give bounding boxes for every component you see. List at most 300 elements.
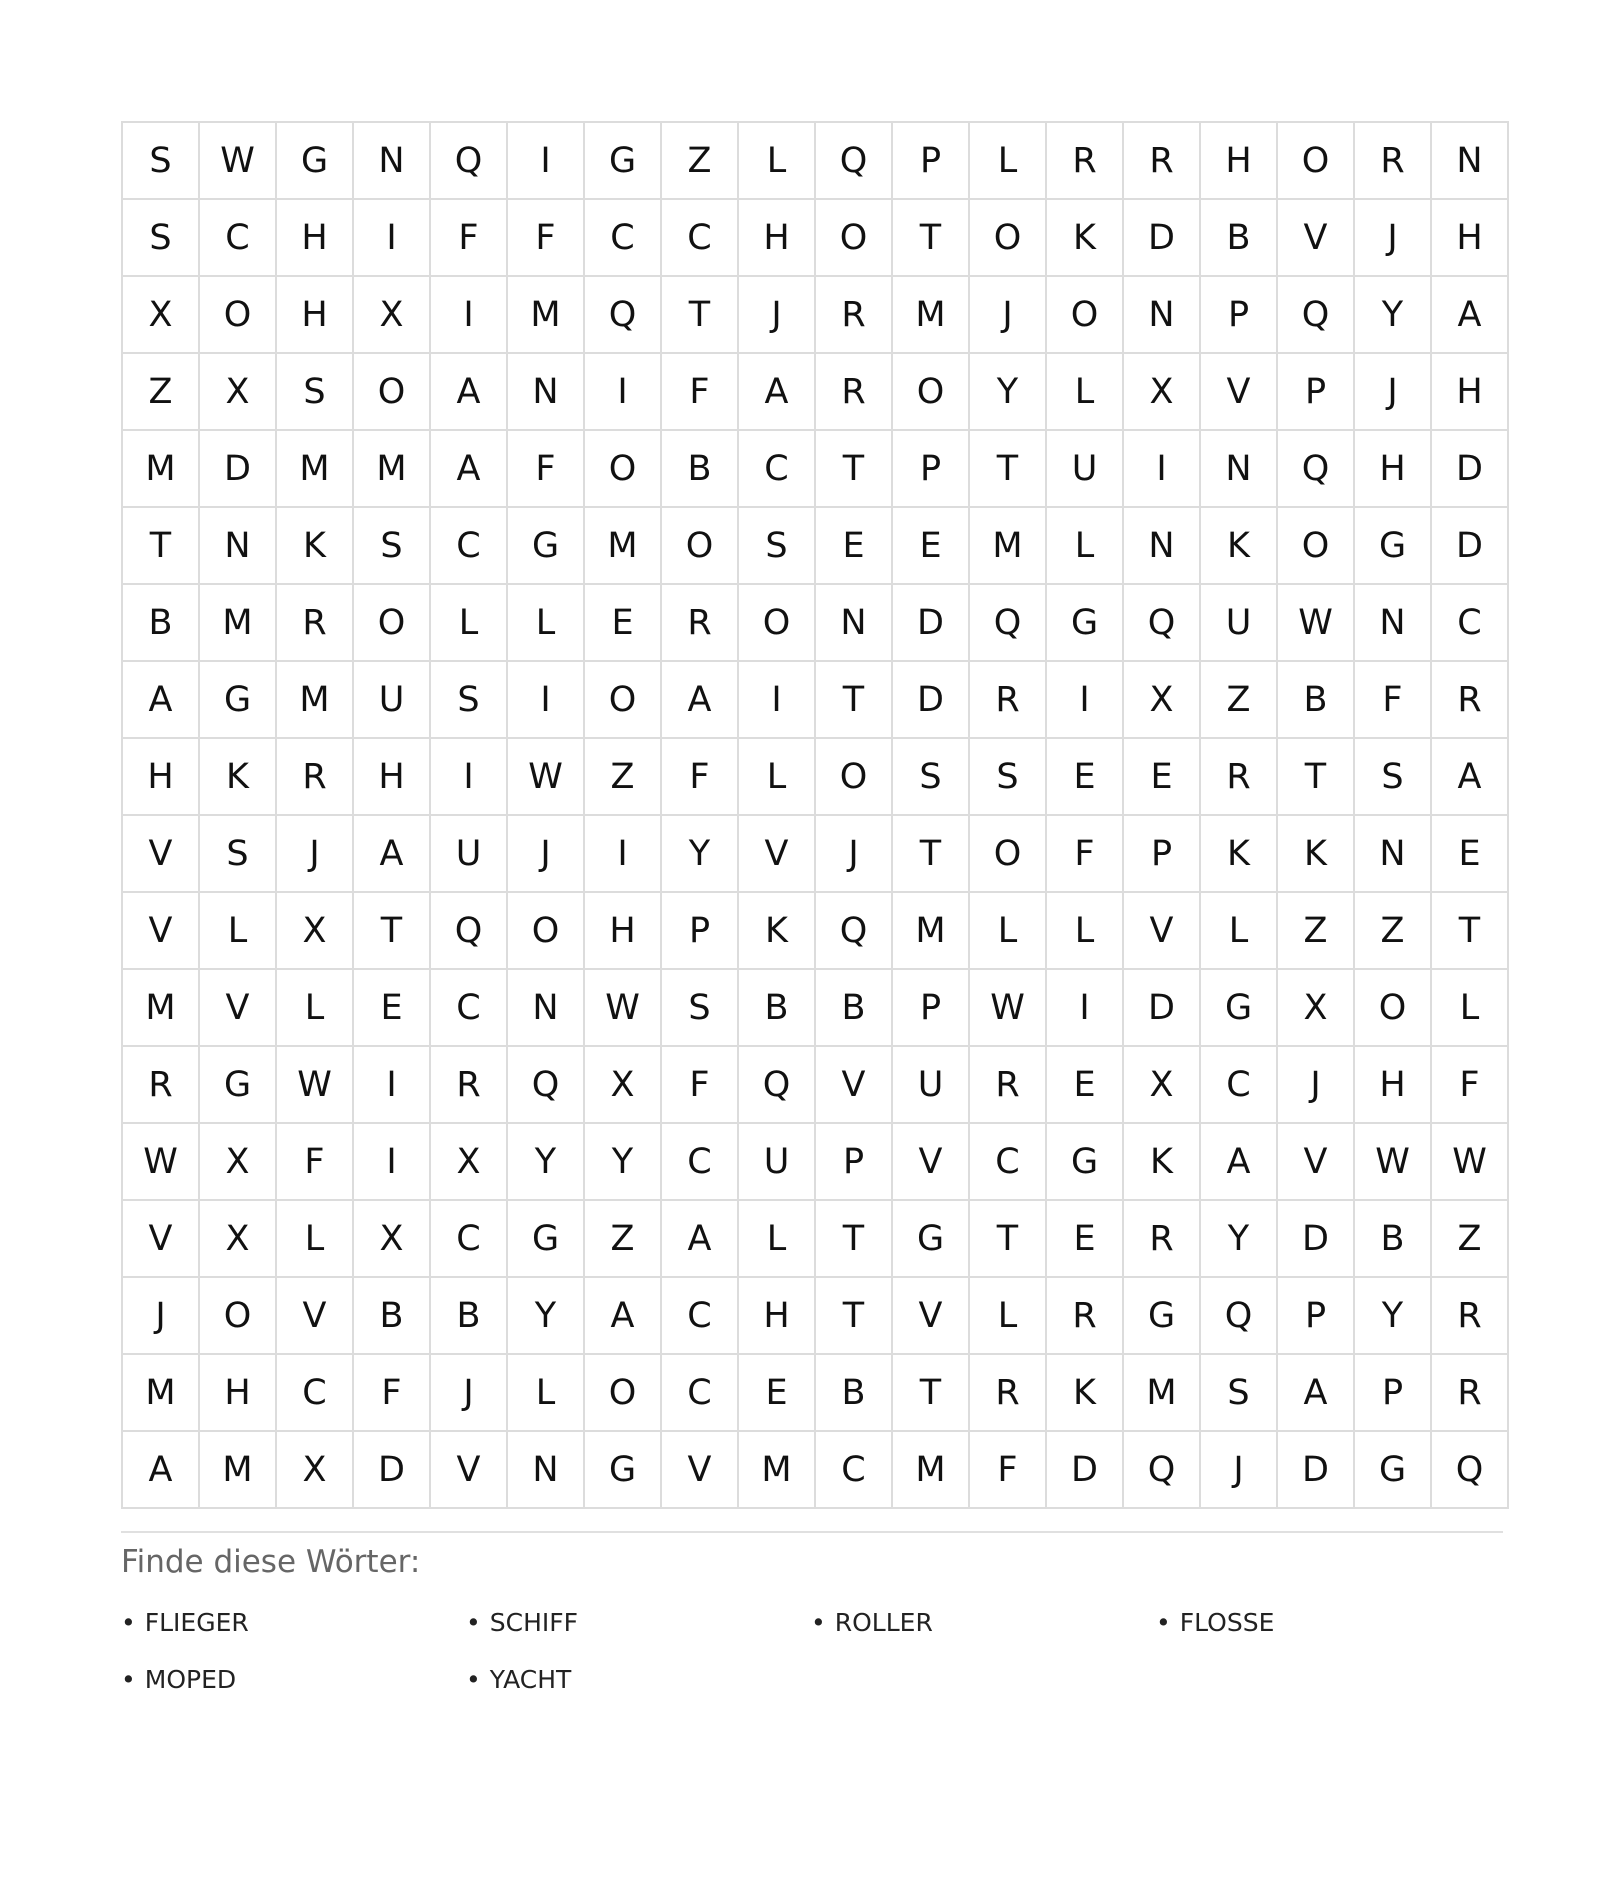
grid-cell[interactable]: C <box>816 1432 893 1509</box>
grid-cell[interactable]: C <box>662 1278 739 1355</box>
grid-cell[interactable]: L <box>431 585 508 662</box>
grid-cell[interactable]: Q <box>508 1047 585 1124</box>
grid-cell[interactable]: G <box>893 1201 970 1278</box>
grid-cell[interactable]: F <box>508 200 585 277</box>
grid-cell[interactable]: L <box>200 893 277 970</box>
grid-cell[interactable]: O <box>200 1278 277 1355</box>
grid-cell[interactable]: H <box>1432 200 1509 277</box>
grid-cell[interactable]: C <box>662 1355 739 1432</box>
grid-cell[interactable]: X <box>277 1432 354 1509</box>
grid-cell[interactable]: S <box>662 970 739 1047</box>
grid-cell[interactable]: X <box>123 277 200 354</box>
grid-cell[interactable]: M <box>123 1355 200 1432</box>
grid-cell[interactable]: W <box>123 1124 200 1201</box>
grid-cell[interactable]: G <box>1355 508 1432 585</box>
grid-cell[interactable]: N <box>508 970 585 1047</box>
grid-cell[interactable]: T <box>970 1201 1047 1278</box>
grid-cell[interactable]: R <box>816 354 893 431</box>
grid-cell[interactable]: A <box>1432 739 1509 816</box>
grid-cell[interactable]: I <box>1047 970 1124 1047</box>
grid-cell[interactable]: I <box>354 1124 431 1201</box>
grid-cell[interactable]: M <box>277 662 354 739</box>
grid-cell[interactable]: V <box>123 1201 200 1278</box>
grid-cell[interactable]: W <box>970 970 1047 1047</box>
grid-cell[interactable]: P <box>893 970 970 1047</box>
grid-cell[interactable]: S <box>970 739 1047 816</box>
grid-cell[interactable]: A <box>354 816 431 893</box>
grid-cell[interactable]: M <box>123 970 200 1047</box>
grid-cell[interactable]: K <box>1278 816 1355 893</box>
grid-cell[interactable]: E <box>893 508 970 585</box>
grid-cell[interactable]: B <box>816 970 893 1047</box>
grid-cell[interactable]: N <box>1124 508 1201 585</box>
grid-cell[interactable]: A <box>123 662 200 739</box>
grid-cell[interactable]: Z <box>123 354 200 431</box>
grid-cell[interactable]: W <box>1278 585 1355 662</box>
grid-cell[interactable]: M <box>893 893 970 970</box>
grid-cell[interactable]: U <box>893 1047 970 1124</box>
grid-cell[interactable]: Q <box>1201 1278 1278 1355</box>
grid-cell[interactable]: B <box>354 1278 431 1355</box>
grid-cell[interactable]: Z <box>1432 1201 1509 1278</box>
grid-cell[interactable]: O <box>585 1355 662 1432</box>
grid-cell[interactable]: H <box>277 200 354 277</box>
grid-cell[interactable]: A <box>1278 1355 1355 1432</box>
grid-cell[interactable]: Y <box>585 1124 662 1201</box>
grid-cell[interactable]: I <box>1124 431 1201 508</box>
grid-cell[interactable]: L <box>277 970 354 1047</box>
grid-cell[interactable]: B <box>816 1355 893 1432</box>
grid-cell[interactable]: T <box>1278 739 1355 816</box>
grid-cell[interactable]: N <box>1124 277 1201 354</box>
grid-cell[interactable]: B <box>662 431 739 508</box>
grid-cell[interactable]: E <box>1124 739 1201 816</box>
grid-cell[interactable]: K <box>1201 816 1278 893</box>
grid-cell[interactable]: L <box>970 893 1047 970</box>
grid-cell[interactable]: J <box>970 277 1047 354</box>
grid-cell[interactable]: J <box>431 1355 508 1432</box>
grid-cell[interactable]: T <box>816 1278 893 1355</box>
grid-cell[interactable]: X <box>354 277 431 354</box>
grid-cell[interactable]: X <box>200 1124 277 1201</box>
grid-cell[interactable]: X <box>1278 970 1355 1047</box>
grid-cell[interactable]: R <box>1124 123 1201 200</box>
grid-cell[interactable]: T <box>970 431 1047 508</box>
grid-cell[interactable]: K <box>1201 508 1278 585</box>
grid-cell[interactable]: R <box>970 1355 1047 1432</box>
grid-cell[interactable]: N <box>354 123 431 200</box>
grid-cell[interactable]: T <box>1432 893 1509 970</box>
grid-cell[interactable]: Q <box>1432 1432 1509 1509</box>
grid-cell[interactable]: S <box>123 123 200 200</box>
grid-cell[interactable]: I <box>508 123 585 200</box>
grid-cell[interactable]: T <box>816 1201 893 1278</box>
grid-cell[interactable]: X <box>277 893 354 970</box>
grid-cell[interactable]: T <box>893 200 970 277</box>
grid-cell[interactable]: D <box>200 431 277 508</box>
grid-cell[interactable]: B <box>1355 1201 1432 1278</box>
grid-cell[interactable]: R <box>1432 1278 1509 1355</box>
grid-cell[interactable]: F <box>431 200 508 277</box>
grid-cell[interactable]: F <box>1047 816 1124 893</box>
grid-cell[interactable]: M <box>200 1432 277 1509</box>
grid-cell[interactable]: Z <box>662 123 739 200</box>
grid-cell[interactable]: V <box>123 893 200 970</box>
grid-cell[interactable]: A <box>585 1278 662 1355</box>
grid-cell[interactable]: C <box>739 431 816 508</box>
grid-cell[interactable]: K <box>1047 1355 1124 1432</box>
grid-cell[interactable]: M <box>893 1432 970 1509</box>
grid-cell[interactable]: G <box>585 1432 662 1509</box>
grid-cell[interactable]: D <box>1047 1432 1124 1509</box>
grid-cell[interactable]: Q <box>739 1047 816 1124</box>
grid-cell[interactable]: O <box>508 893 585 970</box>
grid-cell[interactable]: Z <box>1201 662 1278 739</box>
grid-cell[interactable]: H <box>123 739 200 816</box>
grid-cell[interactable]: O <box>662 508 739 585</box>
grid-cell[interactable]: V <box>277 1278 354 1355</box>
grid-cell[interactable]: X <box>431 1124 508 1201</box>
grid-cell[interactable]: N <box>508 1432 585 1509</box>
grid-cell[interactable]: V <box>816 1047 893 1124</box>
grid-cell[interactable]: Q <box>1124 1432 1201 1509</box>
grid-cell[interactable]: H <box>739 1278 816 1355</box>
grid-cell[interactable]: D <box>1432 508 1509 585</box>
grid-cell[interactable]: M <box>123 431 200 508</box>
grid-cell[interactable]: M <box>277 431 354 508</box>
grid-cell[interactable]: Y <box>1201 1201 1278 1278</box>
grid-cell[interactable]: E <box>354 970 431 1047</box>
grid-cell[interactable]: X <box>200 354 277 431</box>
grid-cell[interactable]: O <box>1047 277 1124 354</box>
grid-cell[interactable]: E <box>816 508 893 585</box>
grid-cell[interactable]: C <box>1201 1047 1278 1124</box>
grid-cell[interactable]: W <box>1432 1124 1509 1201</box>
grid-cell[interactable]: R <box>1432 1355 1509 1432</box>
grid-cell[interactable]: U <box>739 1124 816 1201</box>
grid-cell[interactable]: G <box>508 508 585 585</box>
grid-cell[interactable]: N <box>1432 123 1509 200</box>
grid-cell[interactable]: L <box>508 1355 585 1432</box>
grid-cell[interactable]: D <box>893 585 970 662</box>
grid-cell[interactable]: O <box>970 200 1047 277</box>
grid-cell[interactable]: Q <box>1124 585 1201 662</box>
grid-cell[interactable]: T <box>893 1355 970 1432</box>
grid-cell[interactable]: S <box>1201 1355 1278 1432</box>
grid-cell[interactable]: D <box>354 1432 431 1509</box>
grid-cell[interactable]: K <box>277 508 354 585</box>
grid-cell[interactable]: P <box>1355 1355 1432 1432</box>
grid-cell[interactable]: C <box>277 1355 354 1432</box>
grid-cell[interactable]: L <box>739 739 816 816</box>
grid-cell[interactable]: J <box>739 277 816 354</box>
grid-cell[interactable]: R <box>662 585 739 662</box>
grid-cell[interactable]: N <box>1355 816 1432 893</box>
grid-cell[interactable]: J <box>277 816 354 893</box>
grid-cell[interactable]: F <box>1432 1047 1509 1124</box>
grid-cell[interactable]: I <box>739 662 816 739</box>
grid-cell[interactable]: U <box>1047 431 1124 508</box>
grid-cell[interactable]: R <box>1047 1278 1124 1355</box>
grid-cell[interactable]: C <box>431 1201 508 1278</box>
grid-cell[interactable]: S <box>893 739 970 816</box>
grid-cell[interactable]: R <box>1432 662 1509 739</box>
grid-cell[interactable]: O <box>1355 970 1432 1047</box>
grid-cell[interactable]: C <box>431 508 508 585</box>
grid-cell[interactable]: Y <box>508 1124 585 1201</box>
grid-cell[interactable]: U <box>354 662 431 739</box>
grid-cell[interactable]: G <box>1355 1432 1432 1509</box>
grid-cell[interactable]: V <box>1124 893 1201 970</box>
grid-cell[interactable]: A <box>662 1201 739 1278</box>
grid-cell[interactable]: T <box>123 508 200 585</box>
grid-cell[interactable]: H <box>277 277 354 354</box>
grid-cell[interactable]: A <box>431 354 508 431</box>
grid-cell[interactable]: R <box>431 1047 508 1124</box>
grid-cell[interactable]: S <box>123 200 200 277</box>
grid-cell[interactable]: R <box>970 662 1047 739</box>
grid-cell[interactable]: B <box>1278 662 1355 739</box>
grid-cell[interactable]: R <box>816 277 893 354</box>
grid-cell[interactable]: K <box>200 739 277 816</box>
grid-cell[interactable]: D <box>1124 970 1201 1047</box>
grid-cell[interactable]: L <box>508 585 585 662</box>
grid-cell[interactable]: E <box>1047 1047 1124 1124</box>
grid-cell[interactable]: M <box>739 1432 816 1509</box>
grid-cell[interactable]: Y <box>508 1278 585 1355</box>
grid-cell[interactable]: Y <box>970 354 1047 431</box>
grid-cell[interactable]: T <box>816 431 893 508</box>
grid-cell[interactable]: H <box>1432 354 1509 431</box>
grid-cell[interactable]: V <box>123 816 200 893</box>
grid-cell[interactable]: F <box>662 1047 739 1124</box>
grid-cell[interactable]: Y <box>662 816 739 893</box>
grid-cell[interactable]: C <box>431 970 508 1047</box>
grid-cell[interactable]: Q <box>1278 431 1355 508</box>
grid-cell[interactable]: A <box>1201 1124 1278 1201</box>
grid-cell[interactable]: H <box>354 739 431 816</box>
grid-cell[interactable]: O <box>585 431 662 508</box>
grid-cell[interactable]: S <box>200 816 277 893</box>
grid-cell[interactable]: L <box>970 1278 1047 1355</box>
grid-cell[interactable]: M <box>508 277 585 354</box>
grid-cell[interactable]: U <box>431 816 508 893</box>
grid-cell[interactable]: F <box>277 1124 354 1201</box>
grid-cell[interactable]: A <box>739 354 816 431</box>
grid-cell[interactable]: G <box>1201 970 1278 1047</box>
grid-cell[interactable]: Z <box>1355 893 1432 970</box>
grid-cell[interactable]: M <box>893 277 970 354</box>
grid-cell[interactable]: G <box>508 1201 585 1278</box>
grid-cell[interactable]: L <box>277 1201 354 1278</box>
grid-cell[interactable]: I <box>431 277 508 354</box>
grid-cell[interactable]: S <box>277 354 354 431</box>
grid-cell[interactable]: H <box>1355 431 1432 508</box>
grid-cell[interactable]: O <box>354 585 431 662</box>
grid-cell[interactable]: W <box>200 123 277 200</box>
grid-cell[interactable]: O <box>816 739 893 816</box>
grid-cell[interactable]: S <box>1355 739 1432 816</box>
grid-cell[interactable]: E <box>1047 1201 1124 1278</box>
grid-cell[interactable]: R <box>970 1047 1047 1124</box>
grid-cell[interactable]: V <box>1278 200 1355 277</box>
grid-cell[interactable]: J <box>816 816 893 893</box>
grid-cell[interactable]: M <box>354 431 431 508</box>
grid-cell[interactable]: G <box>1124 1278 1201 1355</box>
grid-cell[interactable]: O <box>739 585 816 662</box>
grid-cell[interactable]: M <box>1124 1355 1201 1432</box>
grid-cell[interactable]: V <box>893 1278 970 1355</box>
grid-cell[interactable]: F <box>1355 662 1432 739</box>
grid-cell[interactable]: O <box>354 354 431 431</box>
grid-cell[interactable]: G <box>585 123 662 200</box>
grid-cell[interactable]: R <box>1047 123 1124 200</box>
grid-cell[interactable]: Z <box>585 739 662 816</box>
grid-cell[interactable]: O <box>1278 508 1355 585</box>
grid-cell[interactable]: U <box>1201 585 1278 662</box>
grid-cell[interactable]: O <box>1278 123 1355 200</box>
grid-cell[interactable]: X <box>354 1201 431 1278</box>
grid-cell[interactable]: T <box>816 662 893 739</box>
grid-cell[interactable]: W <box>585 970 662 1047</box>
grid-cell[interactable]: M <box>970 508 1047 585</box>
grid-cell[interactable]: C <box>970 1124 1047 1201</box>
grid-cell[interactable]: D <box>1432 431 1509 508</box>
grid-cell[interactable]: N <box>508 354 585 431</box>
grid-cell[interactable]: G <box>277 123 354 200</box>
grid-cell[interactable]: A <box>1432 277 1509 354</box>
grid-cell[interactable]: A <box>123 1432 200 1509</box>
grid-cell[interactable]: V <box>662 1432 739 1509</box>
grid-cell[interactable]: L <box>970 123 1047 200</box>
grid-cell[interactable]: T <box>662 277 739 354</box>
grid-cell[interactable]: N <box>1201 431 1278 508</box>
grid-cell[interactable]: P <box>816 1124 893 1201</box>
grid-cell[interactable]: P <box>893 123 970 200</box>
grid-cell[interactable]: G <box>1047 1124 1124 1201</box>
grid-cell[interactable]: A <box>431 431 508 508</box>
grid-cell[interactable]: L <box>1047 508 1124 585</box>
grid-cell[interactable]: Z <box>1278 893 1355 970</box>
grid-cell[interactable]: W <box>277 1047 354 1124</box>
grid-cell[interactable]: V <box>739 816 816 893</box>
grid-cell[interactable]: L <box>1432 970 1509 1047</box>
grid-cell[interactable]: Q <box>585 277 662 354</box>
grid-cell[interactable]: A <box>662 662 739 739</box>
grid-cell[interactable]: F <box>354 1355 431 1432</box>
grid-cell[interactable]: C <box>200 200 277 277</box>
grid-cell[interactable]: D <box>1278 1201 1355 1278</box>
grid-cell[interactable]: J <box>1355 354 1432 431</box>
grid-cell[interactable]: Y <box>1355 277 1432 354</box>
grid-cell[interactable]: I <box>1047 662 1124 739</box>
grid-cell[interactable]: J <box>1278 1047 1355 1124</box>
grid-cell[interactable]: D <box>893 662 970 739</box>
grid-cell[interactable]: Q <box>431 893 508 970</box>
grid-cell[interactable]: H <box>1355 1047 1432 1124</box>
grid-cell[interactable]: Q <box>816 123 893 200</box>
grid-cell[interactable]: H <box>1201 123 1278 200</box>
grid-cell[interactable]: J <box>508 816 585 893</box>
grid-cell[interactable]: P <box>1278 1278 1355 1355</box>
grid-cell[interactable]: E <box>1047 739 1124 816</box>
grid-cell[interactable]: R <box>1124 1201 1201 1278</box>
grid-cell[interactable]: D <box>1124 200 1201 277</box>
grid-cell[interactable]: Z <box>585 1201 662 1278</box>
grid-cell[interactable]: P <box>662 893 739 970</box>
grid-cell[interactable]: N <box>200 508 277 585</box>
grid-cell[interactable]: O <box>816 200 893 277</box>
grid-cell[interactable]: J <box>1355 200 1432 277</box>
grid-cell[interactable]: V <box>200 970 277 1047</box>
grid-cell[interactable]: Y <box>1355 1278 1432 1355</box>
grid-cell[interactable]: P <box>1201 277 1278 354</box>
grid-cell[interactable]: E <box>585 585 662 662</box>
grid-cell[interactable]: C <box>662 1124 739 1201</box>
grid-cell[interactable]: M <box>200 585 277 662</box>
grid-cell[interactable]: I <box>354 1047 431 1124</box>
grid-cell[interactable]: X <box>1124 354 1201 431</box>
grid-cell[interactable]: G <box>200 662 277 739</box>
grid-cell[interactable]: Q <box>431 123 508 200</box>
grid-cell[interactable]: L <box>1047 893 1124 970</box>
grid-cell[interactable]: G <box>1047 585 1124 662</box>
grid-cell[interactable]: R <box>123 1047 200 1124</box>
grid-cell[interactable]: J <box>123 1278 200 1355</box>
grid-cell[interactable]: Q <box>816 893 893 970</box>
grid-cell[interactable]: C <box>585 200 662 277</box>
grid-cell[interactable]: W <box>1355 1124 1432 1201</box>
grid-cell[interactable]: B <box>1201 200 1278 277</box>
grid-cell[interactable]: C <box>1432 585 1509 662</box>
grid-cell[interactable]: W <box>508 739 585 816</box>
grid-cell[interactable]: F <box>970 1432 1047 1509</box>
grid-cell[interactable]: F <box>662 739 739 816</box>
grid-cell[interactable]: P <box>1278 354 1355 431</box>
grid-cell[interactable]: N <box>1355 585 1432 662</box>
grid-cell[interactable]: C <box>662 200 739 277</box>
grid-cell[interactable]: M <box>585 508 662 585</box>
grid-cell[interactable]: X <box>585 1047 662 1124</box>
grid-cell[interactable]: D <box>1278 1432 1355 1509</box>
grid-cell[interactable]: T <box>354 893 431 970</box>
grid-cell[interactable]: V <box>1201 354 1278 431</box>
grid-cell[interactable]: P <box>1124 816 1201 893</box>
grid-cell[interactable]: F <box>662 354 739 431</box>
grid-cell[interactable]: O <box>200 277 277 354</box>
grid-cell[interactable]: H <box>739 200 816 277</box>
grid-cell[interactable]: E <box>1432 816 1509 893</box>
grid-cell[interactable]: J <box>1201 1432 1278 1509</box>
grid-cell[interactable]: R <box>1355 123 1432 200</box>
grid-cell[interactable]: B <box>739 970 816 1047</box>
grid-cell[interactable]: Q <box>1278 277 1355 354</box>
grid-cell[interactable]: K <box>739 893 816 970</box>
grid-cell[interactable]: R <box>277 739 354 816</box>
grid-cell[interactable]: K <box>1124 1124 1201 1201</box>
grid-cell[interactable]: V <box>1278 1124 1355 1201</box>
grid-cell[interactable]: X <box>200 1201 277 1278</box>
grid-cell[interactable]: R <box>277 585 354 662</box>
grid-cell[interactable]: X <box>1124 662 1201 739</box>
grid-cell[interactable]: Q <box>970 585 1047 662</box>
grid-cell[interactable]: F <box>508 431 585 508</box>
grid-cell[interactable]: O <box>970 816 1047 893</box>
grid-cell[interactable]: L <box>1201 893 1278 970</box>
grid-cell[interactable]: V <box>893 1124 970 1201</box>
grid-cell[interactable]: H <box>585 893 662 970</box>
grid-cell[interactable]: I <box>585 816 662 893</box>
